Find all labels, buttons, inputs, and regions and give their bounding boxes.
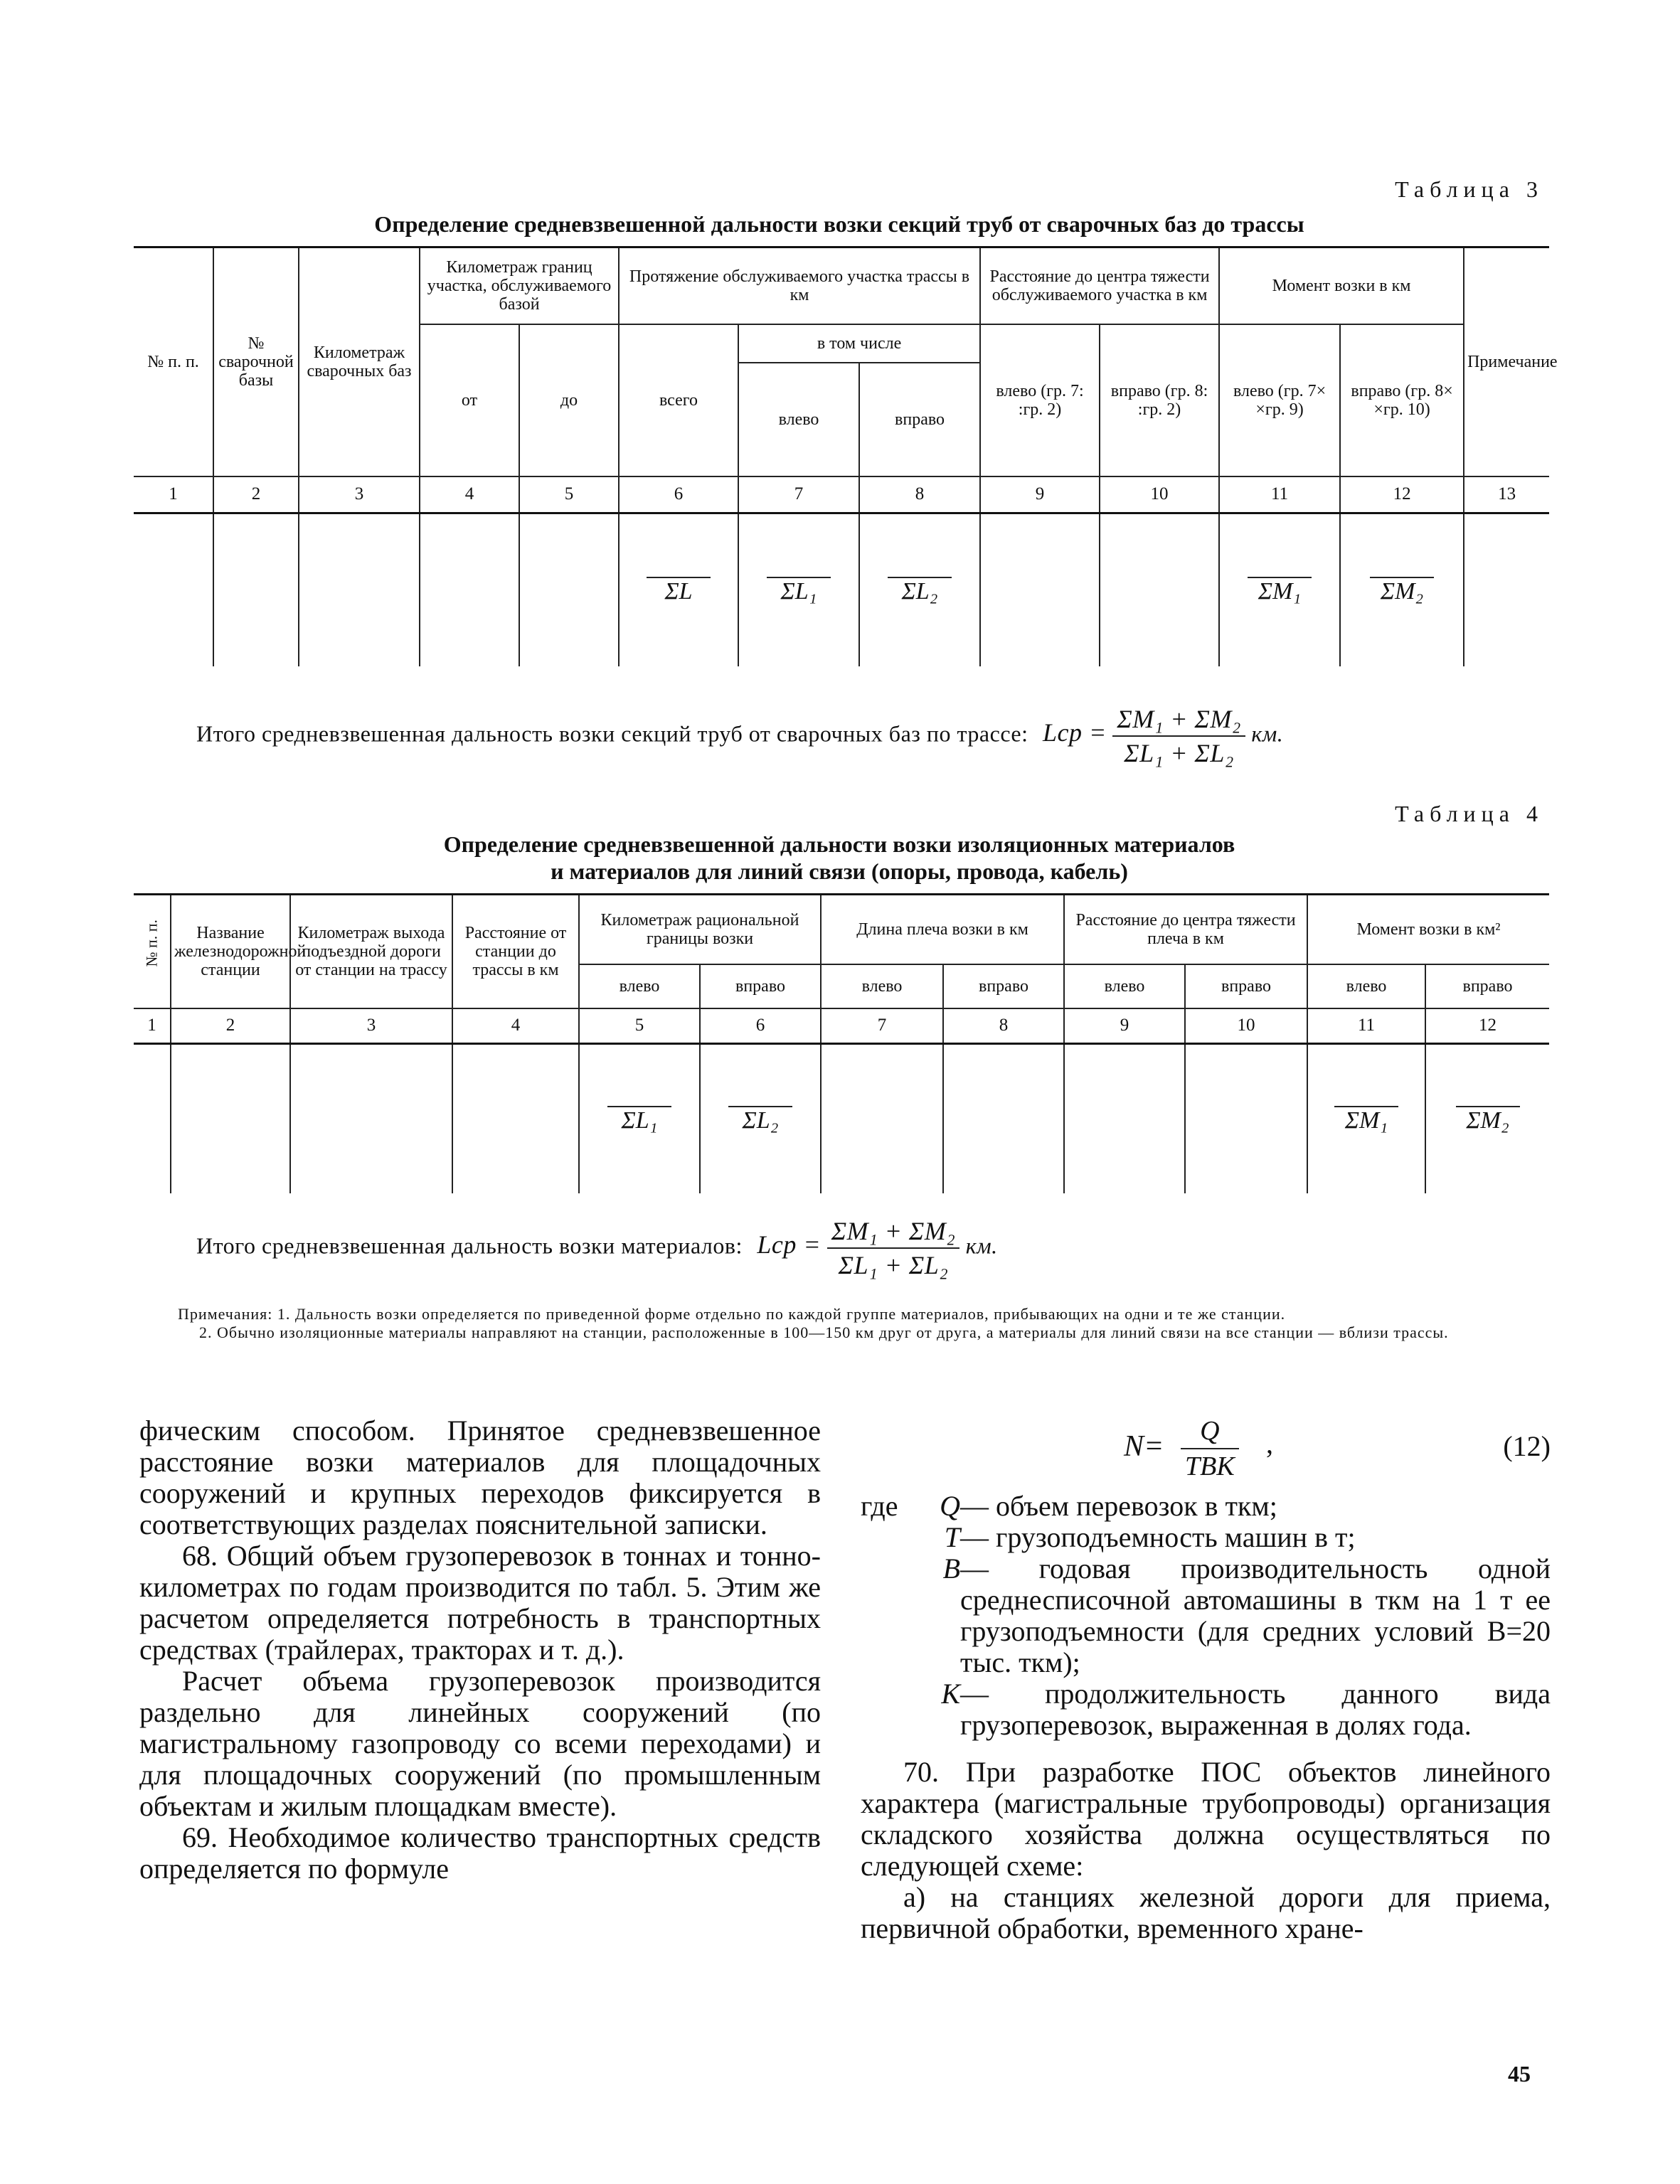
left-paragraph-2: 68. Общий объем грузоперевозок в тоннах и тонно-километрах по годам производится по табл. 5. Этим же расчетом определяется потребность в транспортных средствах (трайлерах, тракторах и т. д.).	[139, 1540, 821, 1666]
def-text: — объем перевозок в ткм;	[960, 1490, 1277, 1522]
t3-body-cell	[1100, 513, 1219, 666]
note-1: Примечания: 1. Дальность возки определяется по приведенной форме отдельно по каждой группе материалов, прибывающих на одни и те же станции.	[178, 1305, 1286, 1323]
t3-header-c9: влево (гр. 7: :гр. 2)	[980, 324, 1100, 476]
table4-label: Таблица 4	[1395, 801, 1543, 826]
t3-header-c3: Километраж сварочных баз	[299, 247, 420, 476]
table4-formula-fraction	[827, 1216, 960, 1280]
t3-header-c1: № п. п.	[134, 247, 213, 476]
formula-12-denominator: TBK	[1185, 1451, 1235, 1481]
t3-body-cell	[299, 513, 420, 666]
def-text: — продолжительность данного вида грузоперевозок, выраженная в долях года.	[960, 1678, 1551, 1741]
t3-header-c6: всего	[619, 324, 738, 476]
t3-colnum: 1	[134, 476, 213, 513]
t4-colnum: 12	[1425, 1008, 1549, 1044]
t3-body-cell	[980, 513, 1100, 666]
t3-body-cell	[134, 513, 213, 666]
t3-colnum: 5	[519, 476, 619, 513]
table4	[134, 893, 1549, 1193]
t4-body-cell	[1185, 1044, 1307, 1193]
formula-12-numerator: Q	[1181, 1415, 1239, 1449]
t3-header-c678: Протяжение обслуживаемого участка трассы в км	[619, 247, 980, 324]
t3-sum-c6: ΣL	[619, 513, 738, 666]
t3-header-c4: от	[420, 324, 519, 476]
table3-total-text: Итого средневзвешенная дальность возки секций труб от сварочных баз по трассе:	[196, 720, 1028, 747]
t3-sum-c8: ΣL₂	[859, 513, 980, 666]
t4-body-cell	[821, 1044, 943, 1193]
table3	[134, 246, 1558, 666]
t3-colnum: 3	[299, 476, 420, 513]
t3-header-c10: вправо (гр. 8: :гр. 2)	[1100, 324, 1219, 476]
t3-body-cell	[519, 513, 619, 666]
t3-header-c11: влево (гр. 7× ×гр. 9)	[1219, 324, 1340, 476]
t4-colnum: 3	[290, 1008, 452, 1044]
t4-header-c910: Расстояние до центра тяжести плеча в км	[1064, 895, 1307, 964]
table3-formula-lhs: Lср =	[1043, 718, 1107, 747]
t3-header-c45: Километраж границ участка, обслуживаемого базой	[420, 247, 619, 324]
table3-label: Таблица 3	[1395, 176, 1543, 202]
t4-sum-c12: ΣM₂	[1425, 1044, 1549, 1193]
t4-header-c56: Километраж рациональной границы возки	[579, 895, 821, 964]
def-symbol: K	[941, 1678, 960, 1710]
table4-formula-denominator: ΣL₁ + ΣL₂	[838, 1251, 949, 1279]
t4-header-c3: Километраж выхода подъездной дороги от станции на трассу	[290, 895, 452, 1008]
paragraph-70: 70. При разработке ПОС объектов линейного характера (магистральные трубопроводы) организация складского хозяйства должна осуществляться по следующей схеме:	[861, 1756, 1551, 1882]
t3-colnum: 4	[420, 476, 519, 513]
table4-formula-lhs: Lср =	[757, 1230, 822, 1259]
t4-header-c1112: Момент возки в км²	[1307, 895, 1549, 964]
page-number: 45	[1508, 2061, 1531, 2087]
t3-colnum: 12	[1340, 476, 1464, 513]
t3-header-c12: вправо (гр. 8× ×гр. 10)	[1340, 324, 1464, 476]
left-paragraph-1: фическим способом. Принятое средневзвешенное расстояние возки материалов для площадочных сооружений и крупных переходов фиксируется в соответствующих разделах пояснительной записки.	[139, 1415, 821, 1540]
t4-body-cell	[943, 1044, 1064, 1193]
t4-body-cell	[171, 1044, 290, 1193]
notes	[178, 1306, 1551, 1341]
t4-header-c2: Название железнодорожной станции	[171, 895, 290, 1008]
table4-total	[196, 1216, 1548, 1280]
table4-formula-numerator: ΣM₁ + ΣM₂	[827, 1216, 960, 1249]
left-paragraph-3: Расчет объема грузоперевозок производится раздельно для линейных сооружений (по магистральному газопроводу со всеми переходами) и для площадочных сооружений (по промышленным объектам и жилым площадкам вместе).	[139, 1665, 821, 1822]
formula-12-comma: ,	[1266, 1427, 1273, 1459]
t4-colnum: 2	[171, 1008, 290, 1044]
formula-12-lhs: N=	[1124, 1430, 1164, 1463]
t3-sum-c11: ΣM₁	[1219, 513, 1340, 666]
t4-body-cell	[452, 1044, 579, 1193]
t3-header-c8: вправо	[859, 363, 980, 476]
paragraph-a: а) на станциях железной дороги для приема, первичной обработки, временного хране-	[861, 1881, 1551, 1944]
t3-colnum: 13	[1464, 476, 1549, 513]
def-text: — грузоподъемность машин в т;	[960, 1521, 1356, 1553]
t4-colnum: 11	[1307, 1008, 1425, 1044]
table3-total	[196, 704, 1548, 768]
def-text: — годовая производительность одной среднесписочной автомашины в ткм на 1 т ее грузоподъемности (для средних условий B=20 тыс. ткм);	[960, 1552, 1551, 1678]
t4-header-left: влево	[821, 964, 943, 1008]
t4-colnum: 9	[1064, 1008, 1185, 1044]
t3-colnum: 11	[1219, 476, 1340, 513]
left-column	[139, 1415, 821, 1885]
t3-colnum: 7	[738, 476, 859, 513]
table4-total-text: Итого средневзвешенная дальность возки материалов:	[196, 1232, 743, 1259]
t3-header-c5: до	[519, 324, 619, 476]
table3-formula-numerator: ΣM₁ + ΣM₂	[1112, 704, 1245, 737]
t3-colnum: 6	[619, 476, 738, 513]
variable-definitions	[861, 1491, 1551, 1741]
t4-colnum: 6	[700, 1008, 821, 1044]
t4-header-c78: Длина плеча возки в км	[821, 895, 1064, 964]
t3-colnum: 2	[213, 476, 299, 513]
t4-colnum: 7	[821, 1008, 943, 1044]
t4-header-left: влево	[1064, 964, 1185, 1008]
table3-formula-fraction	[1112, 704, 1245, 768]
t4-sum-c11: ΣM₁	[1307, 1044, 1425, 1193]
t3-body-cell	[1464, 513, 1549, 666]
def-symbol: Q	[940, 1490, 960, 1522]
t3-header-c13: Примечание	[1464, 247, 1549, 476]
table4-title	[135, 831, 1543, 885]
def-symbol: T	[944, 1521, 960, 1553]
t3-header-c1112: Момент возки в км	[1219, 247, 1464, 324]
t4-header-right: вправо	[943, 964, 1064, 1008]
t4-body-cell	[134, 1044, 171, 1193]
def-symbol: B	[942, 1552, 960, 1584]
t4-colnum: 5	[579, 1008, 700, 1044]
formula-12-number: (12)	[1503, 1430, 1551, 1462]
t4-header-c4: Расстояние от станции до трассы в км	[452, 895, 579, 1008]
t4-sum-c5: ΣL₁	[579, 1044, 700, 1193]
t3-colnum: 8	[859, 476, 980, 513]
t4-colnum: 1	[134, 1008, 171, 1044]
left-paragraph-4: 69. Необходимое количество транспортных средств определяется по формуле	[139, 1821, 821, 1885]
t3-sum-c7: ΣL₁	[738, 513, 859, 666]
t4-body-cell	[290, 1044, 452, 1193]
t4-header-left: влево	[579, 964, 700, 1008]
t3-header-c78: в том числе	[738, 324, 980, 363]
t3-sum-c12: ΣM₂	[1340, 513, 1464, 666]
table4-title-line1: Определение средневзвешенной дальности возки изоляционных материалов	[443, 831, 1235, 857]
t3-header-c7: влево	[738, 363, 859, 476]
formula-12-fraction	[1181, 1415, 1239, 1482]
t4-header-right: вправо	[1185, 964, 1307, 1008]
table3-formula-unit: км.	[1251, 720, 1284, 747]
t3-colnum: 10	[1100, 476, 1219, 513]
t4-colnum: 4	[452, 1008, 579, 1044]
t4-colnum: 10	[1185, 1008, 1307, 1044]
t3-header-c2: № сварочной базы	[213, 247, 299, 476]
right-column	[861, 1415, 1551, 1944]
t3-body-cell	[213, 513, 299, 666]
t4-sum-c6: ΣL₂	[700, 1044, 821, 1193]
t4-header-right: вправо	[700, 964, 821, 1008]
t3-colnum: 9	[980, 476, 1100, 513]
table3-title: Определение средневзвешенной дальности возки секций труб от сварочных баз до трассы	[374, 211, 1304, 237]
t4-colnum: 8	[943, 1008, 1064, 1044]
where-label: где	[861, 1490, 898, 1522]
t4-body-cell	[1064, 1044, 1185, 1193]
table4-title-line2: и материалов для линий связи (опоры, провода, кабель)	[551, 858, 1128, 884]
table4-formula-unit: км.	[965, 1232, 998, 1259]
formula-12	[861, 1415, 1551, 1483]
t4-header-left: влево	[1307, 964, 1425, 1008]
t4-header-c1: № п. п.	[134, 895, 171, 1008]
note-2: 2. Обычно изоляционные материалы направляют на станции, расположенные в 100—150 км друг от друга, а материалы для линий связи на все станции — вблизи трассы.	[199, 1323, 1449, 1341]
t4-header-right: вправо	[1425, 964, 1549, 1008]
t3-body-cell	[420, 513, 519, 666]
t3-header-c910: Расстояние до центра тяжести обслуживаемого участка в км	[980, 247, 1219, 324]
table3-formula-denominator: ΣL₁ + ΣL₂	[1124, 739, 1234, 767]
